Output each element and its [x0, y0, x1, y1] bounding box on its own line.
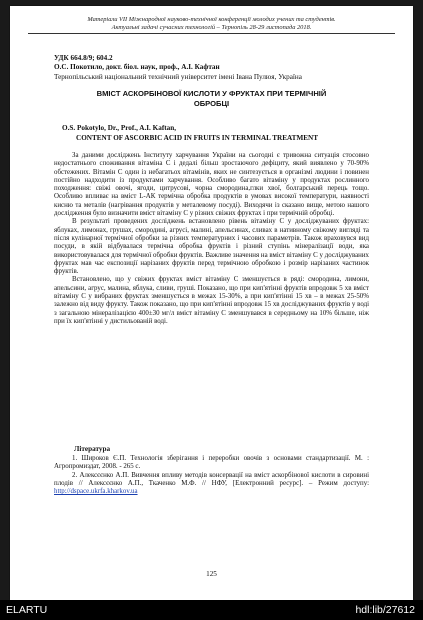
affiliation: Тернопільський національний технічний університет імені Івана Пулюя, Україна — [54, 73, 302, 81]
reference-item: 1. Широков Є.П. Технологія зберігання і переробки овочів з основами стандартизації. М. : Агропромиздат, 2008. - 265 с. — [54, 455, 369, 471]
article-body — [54, 152, 369, 326]
handle-id: hdl:lib/27612 — [355, 604, 415, 616]
paragraph: За даними досліджень Інституту харчування України на сьогодні є тривожна ситуація стосовно недостатнього споживання вітаміна С і дедалі більш зростаючого дефіциту, який виявлено у 70-90% обстежених. Вітамін С один із небагатьох вітамінів, яких не синтезується в організмі людини і повинен постійно надходити із продуктами харчування. Особливо багато вітаміну у продуктах рослинного походження: свіжі овочі, ягоди, цитрусові, чорна смородина,глки хвої, болгарський перець тощо. Особливо впливає на вміст L-АК термічна обробка продуктів в умовах високої температури, наявності кисню та металів (нагрівання продуктів у металевому посуді). Виходячи із сказано вище, метою нашого дослідження було визначити вміст вітаміну С у різних свіжих фруктах і при термічній обробці. — [54, 152, 369, 218]
paragraph: Встановлено, що у свіжих фруктах вміст вітаміну С зменшується в ряді: смородина, лимони, апельсини, агрус, малина, яблука, сливи, груші. Показано, що при кип'ятінні фруктів впродовж 5 хв вміст вітаміну С у вибраних фруктах зменшується в межах 15-30%, а при кип'ятінні 15 хв – в межах 25-50% залежно від виду фрукту. Також показано, що при кип'ятінні впродовж 15 хв досліджуваних фруктів у воді з загальною мінералізацією 400±30 мг/л вміст вітаміну С зменшувався в середньому на 10% більше, ніж при їх кип'ятінні у дистильованій воді. — [54, 276, 369, 325]
title-ua: ВМІСТ АСКОРБІНОВОЇ КИСЛОТИ У ФРУКТАХ ПРИ ТЕРМІЧНІЙ ОБРОБЦІ — [96, 89, 327, 108]
header-line-2: Актуальні задачі сучасних технологій – Тернопіль 28-29 листопада 2018. — [28, 24, 395, 34]
references-list — [54, 455, 369, 496]
reference-text: 2. Алексєєнко А.П. Вивчення впливу методів консервації на вміст аскорбінової кислоти в сировині плодів // Алексєєнко А.П., Ткаченко М.Ф. // НФУ, [Електронний ресурс]. – Режим доступу: — [54, 471, 369, 487]
references-heading: Література — [74, 445, 111, 453]
reference-link[interactable]: http://dspace.ukrfa.kharkov.ua — [54, 488, 138, 496]
authors-en: O.S. Pokotylo, Dr., Prof., A.I. Kaftan, — [62, 124, 177, 132]
header-line-1: Матеріали VII Міжнародної науково-технічної конференції молодих учених та студентів. — [87, 16, 336, 23]
document-page — [10, 6, 413, 600]
repository-name: ELARTU — [6, 604, 48, 616]
reference-item — [54, 472, 369, 497]
udc-code: УДК 664.8/9; 604.2 — [54, 54, 113, 62]
conference-header — [28, 16, 395, 34]
repository-footer-bar — [0, 600, 423, 620]
authors-ua: О.С. Покотило, докт. біол. наук, проф., А.І. Кафтан — [54, 63, 220, 71]
page-number: 125 — [206, 570, 217, 578]
title-en: CONTENT OF ASCORBIC ACID IN FRUITS IN TERMINAL TREATMENT — [76, 134, 319, 142]
paragraph: В результаті проведених досліджень встановлено рівень вітаміну С у досліджуваних фруктах: яблуках, лимонах, грушах, смородині, агрусі, малині, апельсинах, сливах в нативному свіжому вигляді та після кулінарної термічної обробки за різних температурних і часових параметрів. Також враховувся вид посуди, в якій відбувалася термічна обробка фруктів і різний ступінь мінералізації води, яка використовувалася для термічної обробки фруктів. Важливе значення на вміст вітаміну С у досліджуваних фруктах мав час експозиції нарізаних фруктів перед термічною обробкою і розмір нарізаних частинок фруктів. — [54, 218, 369, 276]
